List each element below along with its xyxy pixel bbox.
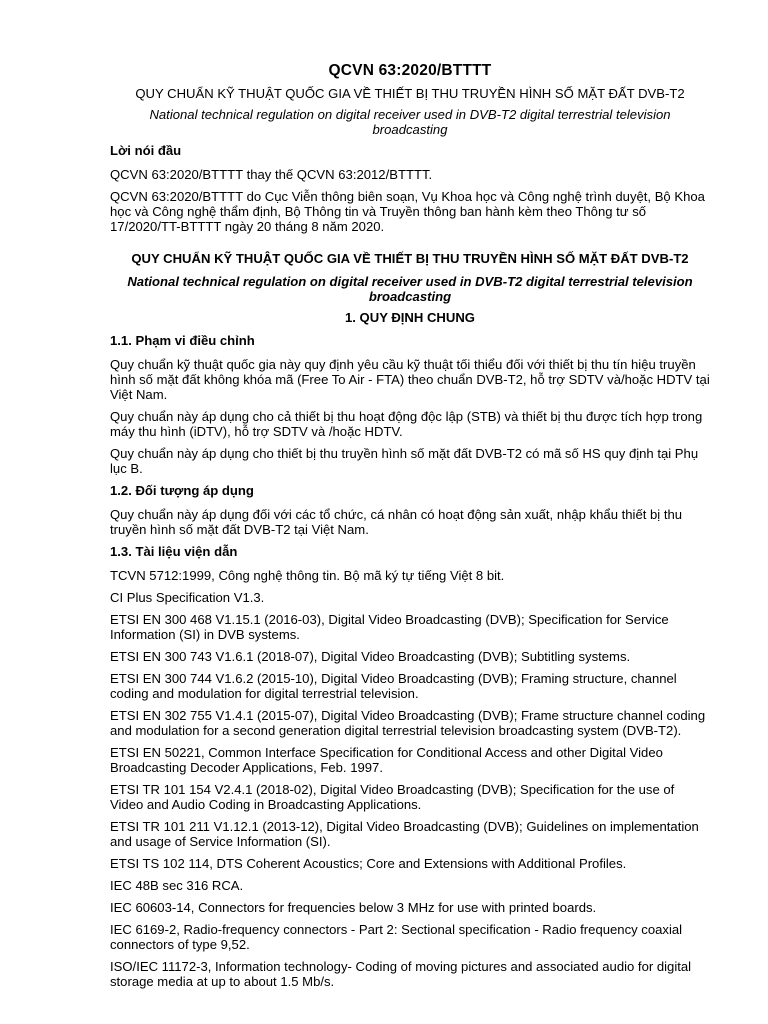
part-title: 1. QUY ĐỊNH CHUNG	[345, 310, 475, 325]
reference-item: IEC 48B sec 316 RCA.	[110, 878, 244, 893]
main-title-vi: QUY CHUẨN KỸ THUẬT QUỐC GIA VỀ THIẾT BỊ THU TRUYỀN HÌNH SỐ MẶT ĐẤT DVB-T2	[131, 251, 689, 266]
document-code: QCVN 63:2020/BTTTT	[328, 62, 492, 79]
reference-item: CI Plus Specification V1.3.	[110, 590, 265, 605]
reference-item: ETSI EN 300 468 V1.15.1 (2016-03), Digital Video Broadcasting (DVB); Specification for Service Information (SI) in DVB systems.	[110, 612, 669, 642]
scope-paragraph: Quy chuẩn này áp dụng cho thiết bị thu truyền hình số mặt đất DVB-T2 có mã số HS quy định tại Phụ lục B.	[110, 446, 699, 476]
reference-item: ETSI EN 300 743 V1.6.1 (2018-07), Digital Video Broadcasting (DVB); Subtitling systems.	[110, 649, 631, 664]
scope-heading: 1.1. Phạm vi điều chỉnh	[110, 333, 255, 348]
subjects-heading: 1.2. Đối tượng áp dụng	[110, 483, 254, 498]
foreword-heading: Lời nói đầu	[110, 143, 182, 158]
reference-item: ISO/IEC 11172-3, Information technology- Coding of moving pictures and associated audio for digital storage media at up to about 1.5 Mb/s.	[110, 959, 692, 989]
reference-item: ETSI TR 101 211 V1.12.1 (2013-12), Digital Video Broadcasting (DVB); Guidelines on implementation and usage of Service Information (SI).	[110, 819, 699, 849]
reference-item: ETSI TS 102 114, DTS Coherent Acoustics; Core and Extensions with Additional Profiles.	[110, 856, 627, 871]
reference-item: TCVN 5712:1999, Công nghệ thông tin. Bộ mã ký tự tiếng Việt 8 bit.	[110, 568, 505, 583]
reference-item: ETSI EN 302 755 V1.4.1 (2015-07), Digital Video Broadcasting (DVB); Frame structure channel coding and modulation for a second generation digital terrestrial television broadcasting system (DVB-T2).	[110, 708, 706, 738]
reference-item: IEC 60603-14, Connectors for frequencies below 3 MHz for use with printed boards.	[110, 900, 597, 915]
references-heading: 1.3. Tài liệu viện dẫn	[110, 544, 238, 559]
foreword-paragraph: QCVN 63:2020/BTTTT thay thế QCVN 63:2012/BTTTT.	[110, 167, 433, 182]
reference-item: ETSI EN 50221, Common Interface Specification for Conditional Access and other Digital Video Broadcasting Decoder Applications, Feb. 1997.	[110, 745, 663, 775]
scope-paragraph: Quy chuẩn này áp dụng cho cả thiết bị thu hoạt động độc lập (STB) và thiết bị thu được tích hợp trong máy thu hình (iDTV), hỗ trợ SDTV và /hoặc HDTV.	[110, 409, 703, 439]
document-title-en: National technical regulation on digital receiver used in DVB-T2 digital terrestrial television broadcasting	[149, 107, 671, 137]
foreword-paragraph: QCVN 63:2020/BTTTT do Cục Viễn thông biên soạn, Vụ Khoa học và Công nghệ trình duyệt, Bộ Khoa học và Công nghệ thẩm định, Bộ Thông tin và Truyền thông ban hành kèm theo Thông tư số 17/2020/TT-BTTTT ngày 20 tháng 8 năm 2020.	[110, 189, 705, 234]
reference-item: IEC 6169-2, Radio-frequency connectors - Part 2: Sectional specification - Radio frequency coaxial connectors of type 9,52.	[110, 922, 683, 952]
document-title-vi: QUY CHUẨN KỸ THUẬT QUỐC GIA VỀ THIẾT BỊ THU TRUYỀN HÌNH SỐ MẶT ĐẤT DVB-T2	[135, 86, 685, 101]
reference-item: ETSI EN 300 744 V1.6.2 (2015-10), Digital Video Broadcasting (DVB); Framing structure, channel coding and modulation for digital terrestrial television.	[110, 671, 677, 701]
scope-paragraph: Quy chuẩn kỹ thuật quốc gia này quy định yêu cầu kỹ thuật tối thiểu đối với thiết bị thu tín hiệu truyền hình số mặt đất không khóa mã (Free To Air - FTA) theo chuẩn DVB-T2, hỗ trợ SDTV và/hoặc HDTV tại Việt Nam.	[110, 357, 710, 402]
reference-item: ETSI TR 101 154 V2.4.1 (2018-02), Digital Video Broadcasting (DVB); Specification for the use of Video and Audio Coding in Broadcasting Applications.	[110, 782, 675, 812]
references-list	[110, 568, 710, 989]
main-title-en: National technical regulation on digital receiver used in DVB-T2 digital terrestrial television broadcasting	[127, 274, 693, 304]
subjects-paragraph: Quy chuẩn này áp dụng đối với các tổ chức, cá nhân có hoạt động sản xuất, nhập khẩu thiết bị thu truyền hình số mặt đất DVB-T2 tại Việt Nam.	[110, 507, 683, 537]
